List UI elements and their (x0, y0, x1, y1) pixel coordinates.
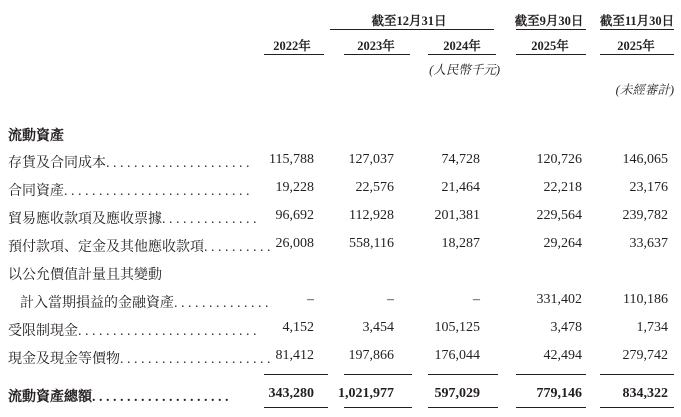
cell-2022: – (307, 292, 314, 307)
header-group-sep30-underline (516, 29, 586, 30)
total-2025-nov: 834,322 (622, 386, 668, 401)
cell-2024: 74,728 (441, 152, 480, 167)
cell-2025-sep: 229,564 (536, 208, 582, 223)
total-topline (264, 374, 328, 375)
table-row (0, 344, 681, 370)
header-group-dec31: 截至12月31日 (371, 14, 447, 28)
total-row (0, 382, 681, 408)
total-2023: 1,021,977 (338, 386, 394, 401)
cell-2024: 18,287 (441, 236, 480, 251)
cell-2025-nov: 23,176 (629, 180, 668, 195)
header-group-sep30: 截至9月30日 (514, 14, 584, 28)
cell-2022: 19,228 (275, 180, 314, 195)
header-year-2025-nov: 2025年 (617, 39, 655, 53)
row-label: 合同資產. . . . . . . . . . . . . . . . . . . . . . . . . . . (8, 184, 250, 199)
row-label: 貿易應收款項及應收票據. . . . . . . . . . . . . . (8, 212, 257, 227)
total-topline (428, 374, 498, 375)
unit-note: (人民幣千元) (429, 63, 500, 77)
table-row (0, 260, 681, 286)
cell-2023: 127,037 (348, 152, 394, 167)
row-label: 計入當期損益的金融資產. . . . . . . . . . . . . . (20, 296, 269, 311)
header-year-2022-underline (264, 54, 324, 55)
section-title-current-assets: 流動資產 (8, 129, 64, 144)
table-row (0, 204, 681, 230)
total-2024: 597,029 (434, 386, 480, 401)
cell-2025-nov: 239,782 (622, 208, 668, 223)
cell-2023: 3,454 (362, 320, 394, 335)
table-row (0, 288, 681, 314)
row-label: 存貨及合同成本. . . . . . . . . . . . . . . . . . . . . (8, 156, 250, 171)
total-2025-sep: 779,146 (536, 386, 582, 401)
header-year-2025-sep: 2025年 (531, 39, 569, 53)
cell-2025-nov: 1,734 (636, 320, 668, 335)
cell-2023: – (387, 292, 394, 307)
cell-2024: 176,044 (434, 348, 480, 363)
header-year-2024: 2024年 (443, 39, 481, 53)
cell-2023: 197,866 (348, 348, 394, 363)
header-group-nov30-underline (600, 29, 674, 30)
table-row (0, 232, 681, 258)
table-row (0, 148, 681, 174)
header-year-2023-underline (344, 54, 410, 55)
cell-2025-sep: 42,494 (543, 348, 582, 363)
total-bottomline (600, 407, 674, 408)
cell-2025-nov: 279,742 (622, 348, 668, 363)
total-topline (600, 374, 674, 375)
cell-2025-sep: 331,402 (536, 292, 582, 307)
unaudited-note: (未經審計) (615, 83, 674, 97)
total-2022: 343,280 (268, 386, 314, 401)
header-group-dec31-underline (330, 29, 494, 30)
cell-2025-nov: 146,065 (622, 152, 668, 167)
table-row (0, 176, 681, 202)
header-year-2024-underline (428, 54, 496, 55)
total-label: 流動資產總額. . . . . . . . . . . . . . . . . . . . (8, 390, 229, 405)
cell-2022: 26,008 (275, 236, 314, 251)
header-year-2022: 2022年 (273, 39, 311, 53)
cell-2022: 81,412 (275, 348, 314, 363)
cell-2022: 115,788 (269, 152, 314, 167)
row-label: 預付款項、定金及其他應收款項. . . . . . . . . . (8, 240, 271, 255)
cell-2025-sep: 29,264 (543, 236, 582, 251)
cell-2023: 22,576 (355, 180, 394, 195)
cell-2025-sep: 3,478 (550, 320, 582, 335)
header-year-2023: 2023年 (357, 39, 395, 53)
cell-2022: 96,692 (275, 208, 314, 223)
total-bottomline (516, 407, 586, 408)
cell-2025-nov: 33,637 (629, 236, 668, 251)
total-bottomline (344, 407, 412, 408)
cell-2025-nov: 110,186 (623, 292, 668, 307)
total-bottomline (428, 407, 498, 408)
cell-2025-sep: 22,218 (543, 180, 582, 195)
cell-2023: 558,116 (349, 236, 394, 251)
row-label: 受限制現金. . . . . . . . . . . . . . . . . . . . . . . . . . (8, 324, 257, 339)
header-group-nov30: 截至11月30日 (599, 14, 675, 28)
header-year-2025-sep-underline (516, 54, 586, 55)
cell-2025-sep: 120,726 (536, 152, 582, 167)
total-topline (516, 374, 586, 375)
total-topline (344, 374, 412, 375)
table-row (0, 316, 681, 342)
row-label: 現金及現金等價物. . . . . . . . . . . . . . . . . . . . . . (8, 352, 271, 367)
total-bottomline (264, 407, 328, 408)
header-year-2025-nov-underline (600, 54, 674, 55)
cell-2024: – (473, 292, 480, 307)
cell-2024: 201,381 (434, 208, 480, 223)
cell-2023: 112,928 (349, 208, 394, 223)
cell-2022: 4,152 (282, 320, 314, 335)
cell-2024: 21,464 (441, 180, 480, 195)
row-label: 以公允價值計量且其變動 (8, 268, 162, 283)
cell-2024: 105,125 (434, 320, 480, 335)
